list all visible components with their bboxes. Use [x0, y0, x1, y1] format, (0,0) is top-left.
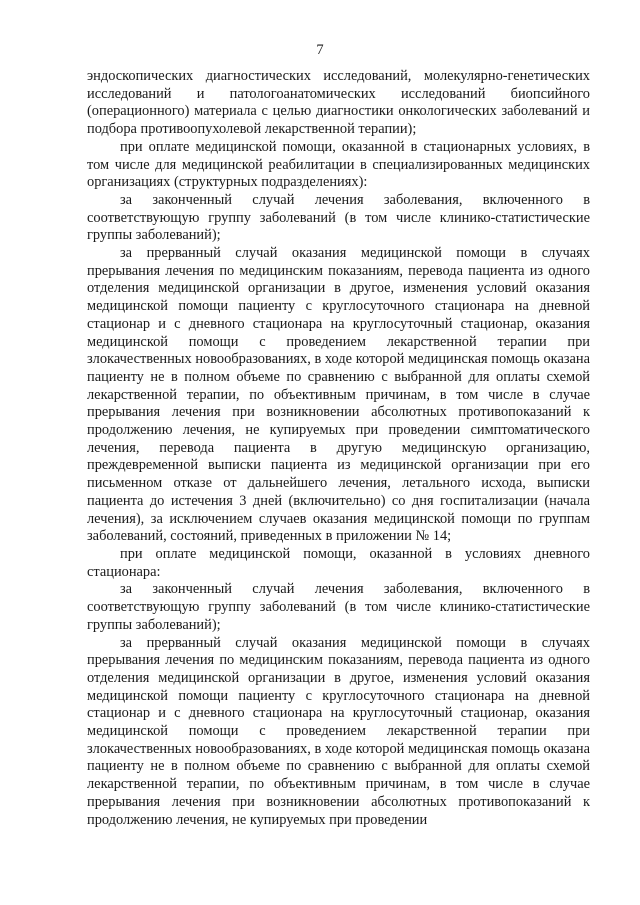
paragraph-inpatient-completed-case: за законченный случай лечения заболевания, включенного в соответствующую группу заболеваний (в том числе клинико-статистические группы заболеваний);: [87, 191, 590, 244]
paragraph-day-hospital-interrupted-case: за прерванный случай оказания медицинской помощи в случаях прерывания лечения по медицинским показаниям, перевода пациента из одного отделения медицинской организации в другое, изменения условий оказания медицинской помощи пациенту с круглосуточного стационара на дневной стационар и с дневного стационара на круглосуточный стационар, оказания медицинской помощи с проведением лекарственной терапии при злокачественных новообразованиях, в ходе которой медицинская помощь оказана пациенту не в полном объеме по сравнению с выбранной для оплаты схемой лекарственной терапии, по объективным причинам, в том числе в случае прерывания лечения при возникновении абсолютных противопоказаний к продолжению лечения, не купируемых при проведении: [87, 634, 590, 828]
page-number: 7: [316, 42, 324, 58]
document-body: [87, 68, 590, 829]
paragraph-inpatient-payment: при оплате медицинской помощи, оказанной в стационарных условиях, в том числе для медицинской реабилитации в специализированных медицинских организациях (структурных подразделениях):: [87, 138, 590, 191]
paragraph-inpatient-interrupted-case: за прерванный случай оказания медицинской помощи в случаях прерывания лечения по медицинским показаниям, перевода пациента из одного отделения медицинской организации в другое, изменения условий оказания медицинской помощи пациенту с круглосуточного стационара на дневной стационар и с дневного стационара на круглосуточный стационар, оказания медицинской помощи с проведением лекарственной терапии при злокачественных новообразованиях, в ходе которой медицинская помощь оказана пациенту не в полном объеме по сравнению с выбранной для оплаты схемой лекарственной терапии, по объективным причинам, в том числе в случае прерывания лечения при возникновении абсолютных противопоказаний к продолжению лечения, не купируемых при проведении симптоматического лечения, перевода пациента в другую медицинскую организацию, преждевременной выписки пациента из медицинской организации при его письменном отказе от дальнейшего лечения, летального исхода, выписки пациента до истечения 3 дней (включительно) со дня госпитализации (начала лечения), за исключением случаев оказания медицинской помощи по группам заболеваний, состояний, приведенных в приложении № 14;: [87, 245, 590, 545]
paragraph-day-hospital-payment: при оплате медицинской помощи, оказанной в условиях дневного стационара:: [87, 545, 590, 580]
paragraph-day-hospital-completed-case: за законченный случай лечения заболевания, включенного в соответствующую группу заболеваний (в том числе клинико-статистические группы заболеваний);: [87, 581, 590, 633]
paragraph-diagnostics-continuation: эндоскопических диагностических исследований, молекулярно-генетических исследований и патологоанатомических исследований биопсийного (операционного) материала с целью диагностики онкологических заболеваний и подбора противоопухолевой лекарственной терапии);: [87, 68, 590, 138]
